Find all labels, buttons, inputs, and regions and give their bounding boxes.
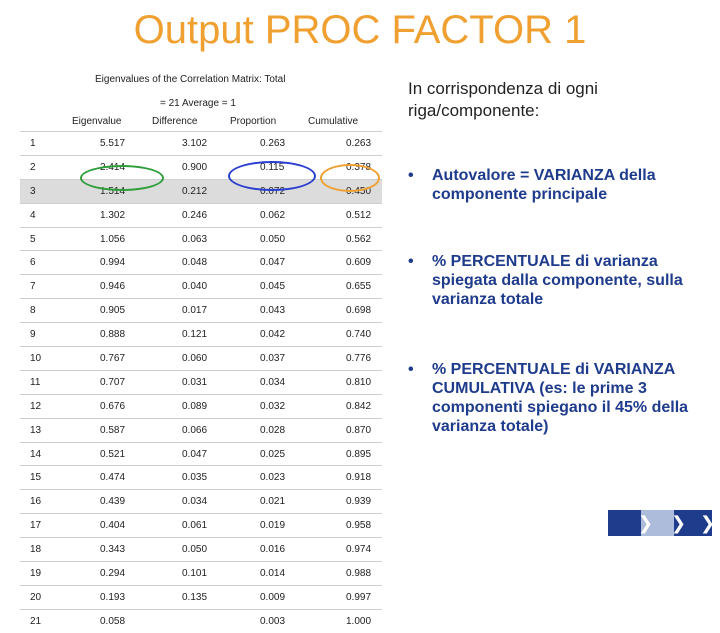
cumulative-cell: 0.698 <box>346 305 372 317</box>
difference-cell: 0.063 <box>182 233 208 245</box>
proportion-cell: 0.009 <box>260 591 286 603</box>
proportion-cell: 0.115 <box>260 161 285 173</box>
table-row <box>20 346 382 370</box>
row-number: 5 <box>30 233 36 245</box>
difference-cell: 0.089 <box>182 400 208 412</box>
proportion-cell: 0.021 <box>260 496 286 508</box>
difference-cell: 0.066 <box>182 424 208 436</box>
row-number: 20 <box>30 591 42 603</box>
difference-cell: 0.040 <box>182 281 208 293</box>
chevron-right-icon: ❯ <box>671 513 687 534</box>
cumulative-cell: 0.512 <box>346 209 372 221</box>
table-body <box>20 131 382 633</box>
difference-cell: 0.060 <box>182 353 208 365</box>
eigenvalue-cell: 0.905 <box>100 305 126 317</box>
bullet-dot-icon: • <box>408 167 414 184</box>
column-header-difference: Difference <box>152 116 198 127</box>
row-number: 8 <box>30 305 36 317</box>
table-row <box>20 298 382 322</box>
proportion-cell: 0.263 <box>260 138 286 149</box>
table-row <box>20 585 382 609</box>
eigenvalue-cell: 0.676 <box>100 400 126 412</box>
column-header-eigenvalue: Eigenvalue <box>72 116 122 127</box>
table-row <box>20 489 382 513</box>
slide-title: Output PROC FACTOR 1 <box>133 8 587 52</box>
cumulative-cell: 0.895 <box>346 448 372 460</box>
bullet-cumulative <box>408 360 708 436</box>
proportion-cell: 0.025 <box>260 448 286 460</box>
proportion-cell: 0.047 <box>260 257 286 269</box>
proportion-cell: 0.019 <box>260 520 286 532</box>
eigenvalue-cell: 0.058 <box>100 615 126 627</box>
row-number: 14 <box>30 448 42 460</box>
cumulative-cell: 0.263 <box>346 138 372 149</box>
cumulative-cell: 0.958 <box>346 520 372 532</box>
table-row <box>20 131 382 155</box>
slide-navigation[interactable] <box>608 510 716 536</box>
cumulative-cell: 0.450 <box>346 185 372 197</box>
difference-cell: 0.047 <box>182 448 208 460</box>
bullet-eigenvalue <box>408 166 708 204</box>
row-number: 7 <box>30 281 36 293</box>
eigenvalue-cell: 0.294 <box>100 568 126 580</box>
table-row <box>20 513 382 537</box>
cumulative-cell: 0.562 <box>346 233 372 245</box>
difference-cell: 0.048 <box>182 257 208 269</box>
eigenvalue-cell: 0.888 <box>100 329 126 341</box>
difference-cell: 0.050 <box>182 544 208 556</box>
table-row <box>20 322 382 346</box>
row-number: 1 <box>30 138 36 149</box>
table-row <box>20 465 382 489</box>
row-number: 4 <box>30 209 36 221</box>
difference-cell: 0.101 <box>182 568 208 580</box>
row-number: 21 <box>30 615 42 627</box>
eigenvalue-cell: 0.587 <box>100 424 126 436</box>
row-number: 6 <box>30 257 36 269</box>
chevron-right-icon: ❯ <box>638 513 654 534</box>
table-caption: Eigenvalues of the Correlation Matrix: Total <box>95 74 286 85</box>
bullet-text: % PERCENTUALE di varianza spiegata dalla componente, sulla varianza totale <box>432 253 683 308</box>
cumulative-cell: 0.870 <box>346 424 372 436</box>
row-number: 2 <box>30 161 36 173</box>
eigenvalue-cell: 0.193 <box>100 591 126 603</box>
eigenvalue-cell: 2.414 <box>100 161 126 173</box>
proportion-cell: 0.023 <box>260 472 286 484</box>
table-row <box>20 250 382 274</box>
row-number: 19 <box>30 568 42 580</box>
bullet-proportion <box>408 252 708 309</box>
row-number: 18 <box>30 544 42 556</box>
difference-cell: 0.900 <box>182 161 208 173</box>
cumulative-cell: 0.974 <box>346 544 372 556</box>
cumulative-cell: 0.810 <box>346 376 372 388</box>
table-row <box>20 274 382 298</box>
difference-cell: 0.121 <box>182 329 208 341</box>
column-header-cumulative: Cumulative <box>308 116 359 127</box>
difference-cell: 0.135 <box>182 591 208 603</box>
row-number: 13 <box>30 424 42 436</box>
table-subcaption: = 21 Average = 1 <box>160 98 236 109</box>
table-row <box>20 442 382 466</box>
table-row <box>20 561 382 585</box>
row-number: 9 <box>30 329 36 341</box>
table-row <box>20 418 382 442</box>
table-row <box>20 227 382 251</box>
column-header-proportion: Proportion <box>230 116 277 127</box>
proportion-cell: 0.032 <box>260 400 286 412</box>
eigenvalue-cell: 0.707 <box>100 376 126 388</box>
row-number: 10 <box>30 353 42 365</box>
table-row <box>20 394 382 418</box>
eigenvalue-cell: 1.514 <box>100 185 126 197</box>
cumulative-cell: 0.988 <box>346 568 372 580</box>
table-row <box>20 179 382 203</box>
proportion-cell: 0.016 <box>260 544 286 556</box>
eigenvalue-cell: 0.767 <box>100 353 126 365</box>
eigenvalue-cell: 0.439 <box>100 496 126 508</box>
eigenvalue-cell: 0.343 <box>100 544 126 556</box>
proportion-cell: 0.042 <box>260 329 286 341</box>
proportion-cell: 0.034 <box>260 376 286 388</box>
cumulative-cell: 0.939 <box>346 496 372 508</box>
proportion-cell: 0.072 <box>260 185 286 197</box>
bullet-dot-icon: • <box>408 361 414 378</box>
proportion-cell: 0.062 <box>260 209 286 221</box>
cumulative-cell: 1.000 <box>346 615 372 627</box>
proportion-cell: 0.050 <box>260 233 286 245</box>
cumulative-cell: 0.378 <box>346 161 372 173</box>
cumulative-cell: 0.740 <box>346 329 372 341</box>
bullet-text: Autovalore = VARIANZA della componente principale <box>432 167 656 203</box>
difference-cell: 0.031 <box>182 376 208 388</box>
eigenvalue-cell: 0.474 <box>100 472 126 484</box>
eigenvalue-cell: 0.521 <box>100 448 126 460</box>
table-row <box>20 203 382 227</box>
difference-cell: 3.102 <box>182 138 208 149</box>
difference-cell: 0.035 <box>182 472 208 484</box>
table-row <box>20 609 382 633</box>
difference-cell: 0.212 <box>182 185 208 197</box>
difference-cell: 0.017 <box>182 305 208 317</box>
proportion-cell: 0.028 <box>260 424 286 436</box>
bullet-dot-icon: • <box>408 253 414 270</box>
row-number: 16 <box>30 496 42 508</box>
eigenvalue-cell: 0.946 <box>100 281 126 293</box>
row-number: 15 <box>30 472 42 484</box>
bullet-text: % PERCENTUALE di VARIANZA CUMULATIVA (es: le prime 3 componenti spiegano il 45% della varianza totale) <box>432 361 689 435</box>
eigenvalue-cell: 1.056 <box>100 233 126 245</box>
proportion-cell: 0.045 <box>260 281 286 293</box>
proportion-cell: 0.037 <box>260 353 286 365</box>
difference-cell: 0.034 <box>182 496 208 508</box>
cumulative-cell: 0.609 <box>346 257 372 269</box>
cumulative-cell: 0.918 <box>346 472 372 484</box>
eigenvalue-cell: 0.994 <box>100 257 126 269</box>
eigenvalue-cell: 1.302 <box>100 209 126 221</box>
intro-text: In corrispondenza di ogni riga/componente: <box>408 79 598 120</box>
cumulative-cell: 0.776 <box>346 353 372 365</box>
proportion-cell: 0.003 <box>260 615 286 627</box>
table-row <box>20 537 382 561</box>
row-number: 11 <box>30 376 41 388</box>
cumulative-cell: 0.655 <box>346 281 372 293</box>
row-number: 17 <box>30 520 42 532</box>
proportion-cell: 0.014 <box>260 568 286 580</box>
chevron-right-icon: ❯ <box>700 513 716 534</box>
row-number: 3 <box>30 185 36 197</box>
table-row <box>20 155 382 179</box>
row-number: 12 <box>30 400 42 412</box>
eigenvalue-cell: 5.517 <box>100 138 126 149</box>
difference-cell: 0.061 <box>182 520 208 532</box>
difference-cell: 0.246 <box>182 209 208 221</box>
cumulative-cell: 0.997 <box>346 591 372 603</box>
proportion-cell: 0.043 <box>260 305 286 317</box>
table-row <box>20 370 382 394</box>
cumulative-cell: 0.842 <box>346 400 372 412</box>
eigenvalue-cell: 0.404 <box>100 520 126 532</box>
